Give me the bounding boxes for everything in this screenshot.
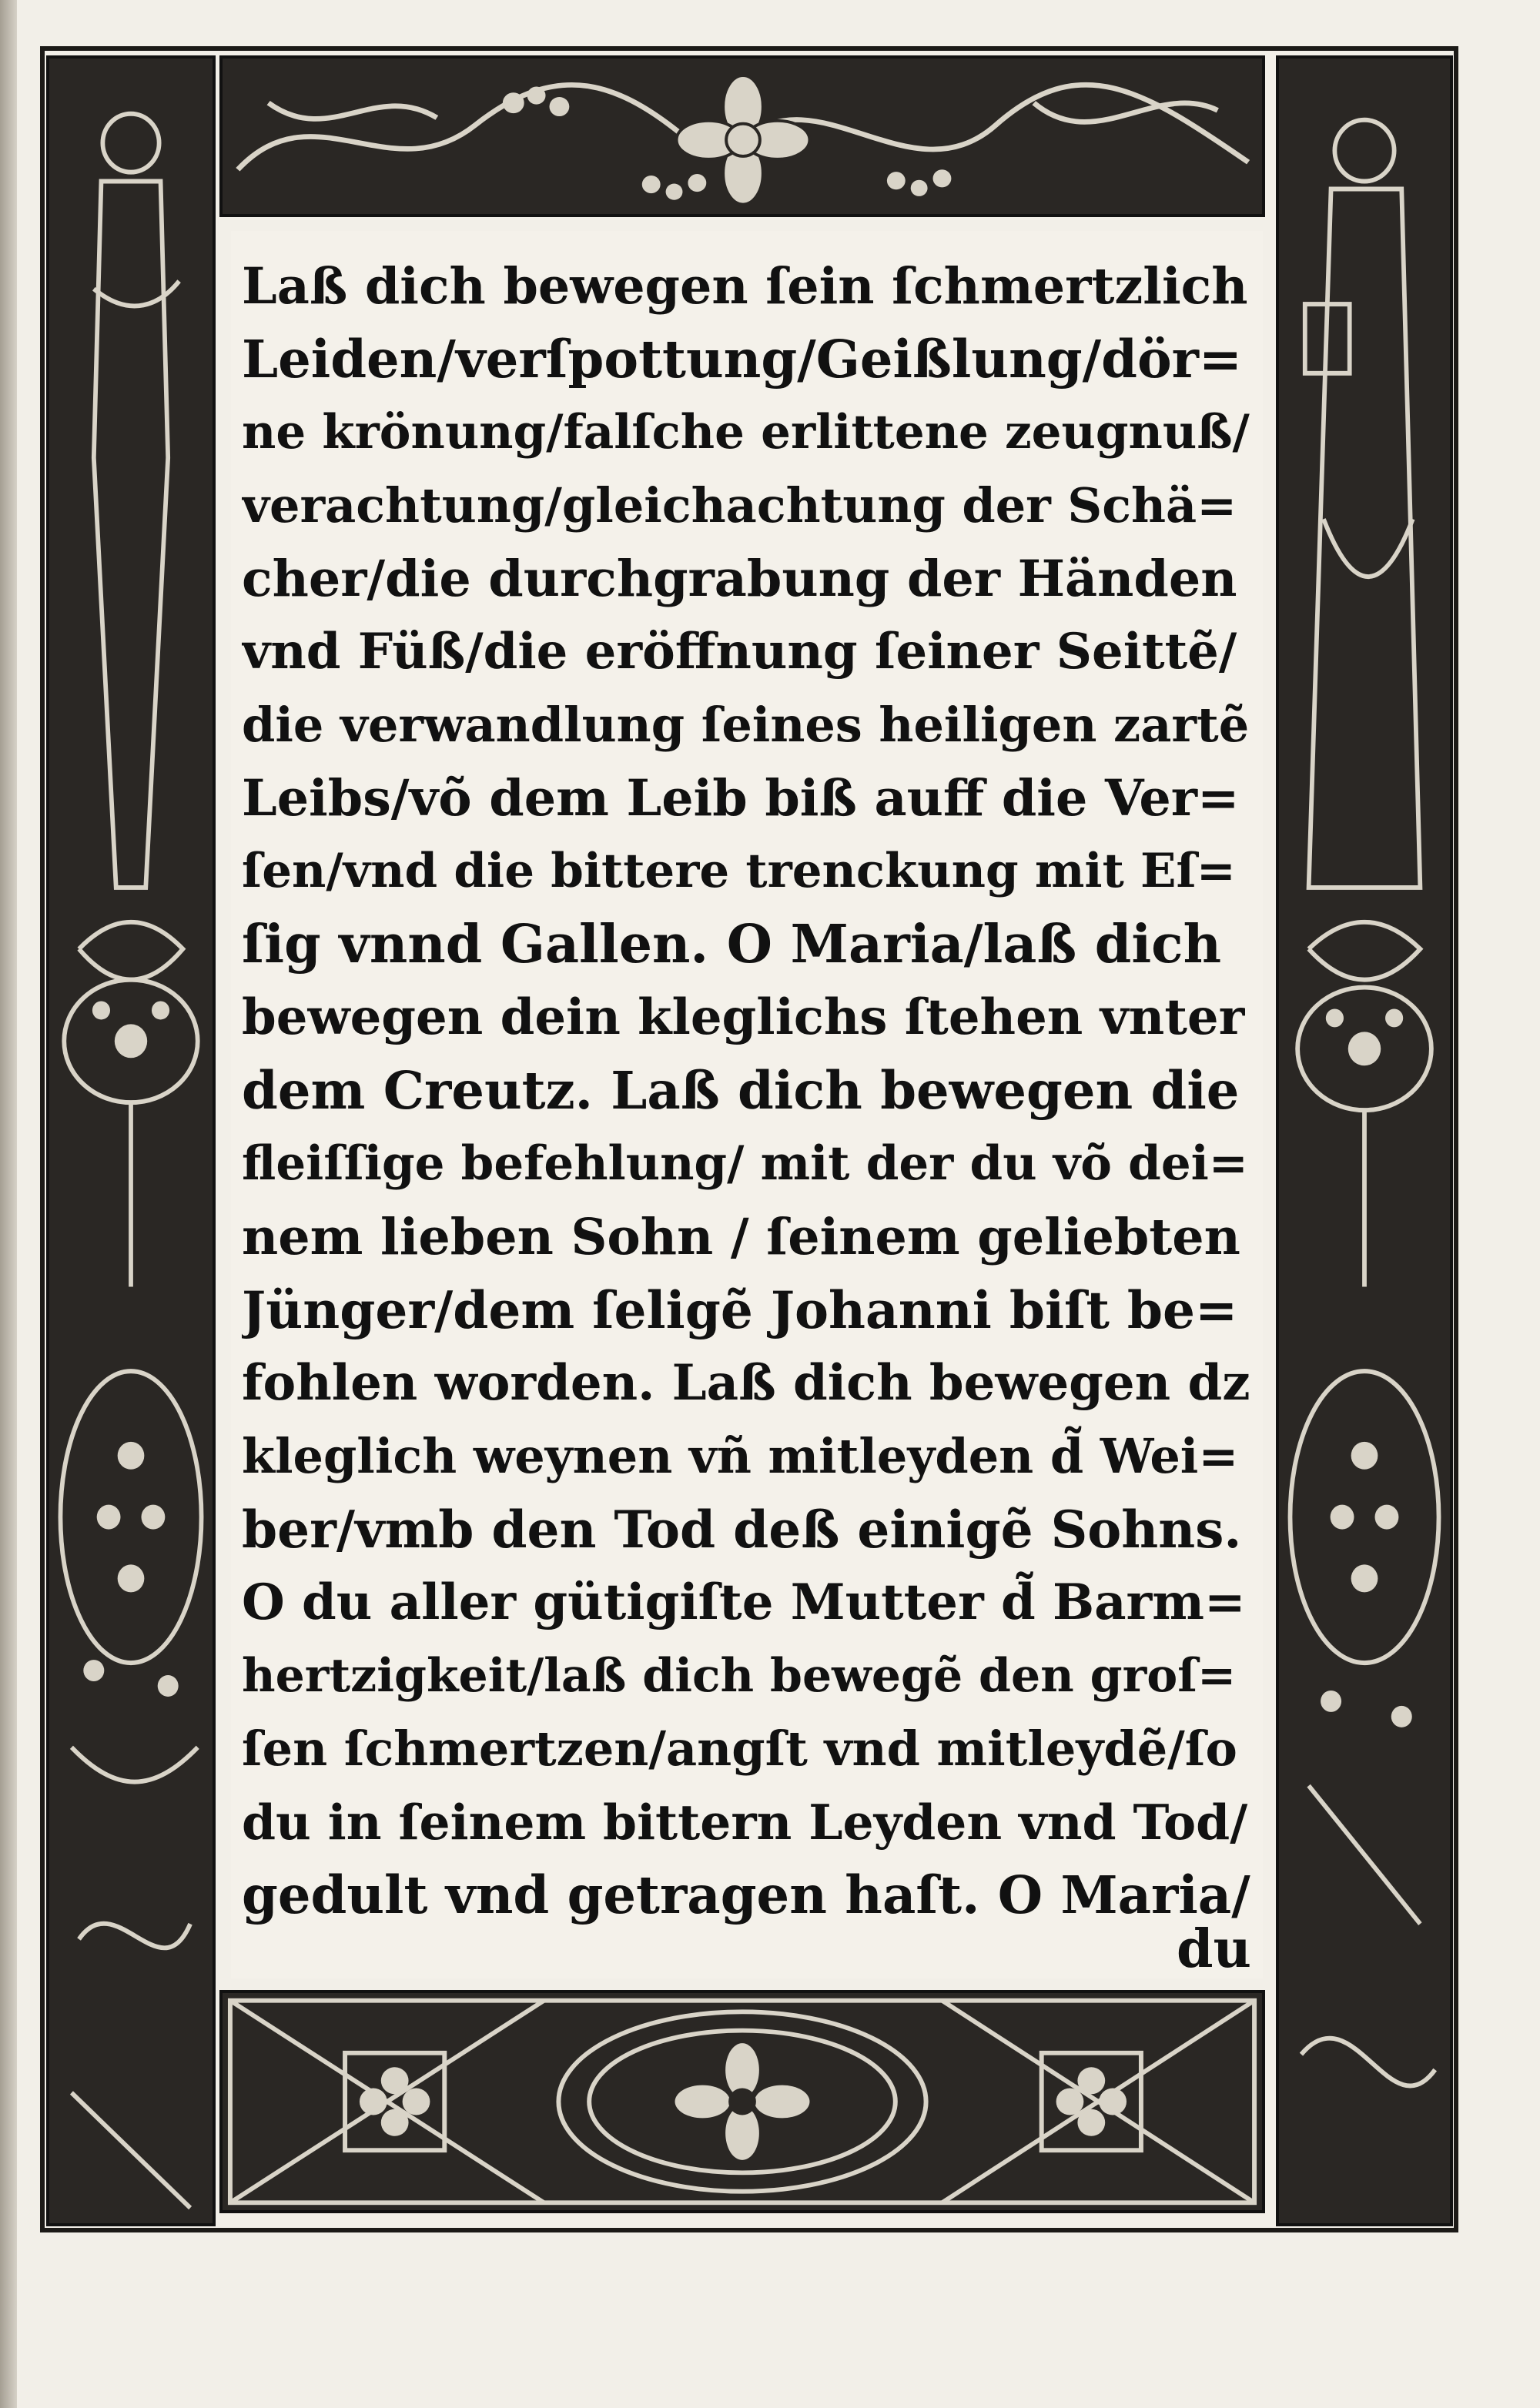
text-line: bewegen dein kleglichs ſtehen vnter (242, 988, 1245, 1046)
text-line: Laß dich bewegen ſein ſchmertzlich (242, 257, 1248, 316)
text-line: hertzigkeit/laß dich bewegẽ den groſ= (242, 1649, 1237, 1703)
text-line: fleiſſige befehlung/ mit der du võ dei= (242, 1136, 1248, 1191)
text-line: Jünger/dem ſeligẽ Johanni biſt be= (242, 1280, 1238, 1340)
page-gutter-edge (0, 0, 17, 2408)
text-line: ne krönung/falſche erlittene zeugnuß/ (242, 405, 1250, 460)
text-line: dem Creutz. Laß dich bewegen die (242, 1060, 1240, 1121)
text-line: ſen/vnd die bittere trenckung mit Eſ= (242, 844, 1236, 898)
text-line: Leiden/verſpottung/Geißlung/dör= (242, 329, 1243, 390)
text-line: du in ſeinem bittern Leyden vnd Tod/ (242, 1794, 1248, 1851)
text-line: nem lieben Sohn / ſeinem geliebten (242, 1208, 1240, 1266)
text-line: kleglich weynen vñ mitleyden d̃ Wei= (242, 1428, 1239, 1484)
foliage-ornament-image (223, 59, 1262, 214)
text-line: cher/die durchgrabung der Händen (242, 550, 1237, 608)
text-line: ber/vmb den Tod deß einigẽ Sohns. (242, 1500, 1242, 1560)
text-line: Leibs/võ dem Leib biß auff die Ver= (242, 769, 1240, 828)
left-ornament-panel (46, 55, 216, 2226)
text-line: verachtung/gleichachtung der Schä= (242, 477, 1237, 533)
top-ornament-panel (219, 55, 1265, 217)
right-ornament-panel (1276, 55, 1453, 2226)
rosette-ornament-image (223, 1993, 1262, 2210)
body-text-block (231, 231, 1263, 1978)
text-line: gedult vnd getragen haſt. O Maria/ (242, 1865, 1250, 1925)
prophet-figure-column-image (49, 59, 213, 2223)
text-line: vnd Füß/die eröffnung ſeiner Seittẽ/ (242, 623, 1237, 681)
catchword: du (1177, 1918, 1251, 1980)
text-line: O du aller gütigiſte Mutter d̃ Barm= (242, 1574, 1246, 1631)
bottom-ornament-panel (219, 1990, 1265, 2213)
text-line: die verwandlung ſeines heiligen zartẽ (242, 697, 1250, 753)
text-line: ſig vnnd Gallen. O Maria/laß dich (242, 914, 1222, 975)
text-line: fohlen worden. Laß dich bewegen dz (242, 1354, 1250, 1412)
text-line: ſen ſchmertzen/angſt vnd mitleydẽ/ſo (242, 1721, 1237, 1777)
apostle-figure-column-image (1279, 59, 1450, 2223)
